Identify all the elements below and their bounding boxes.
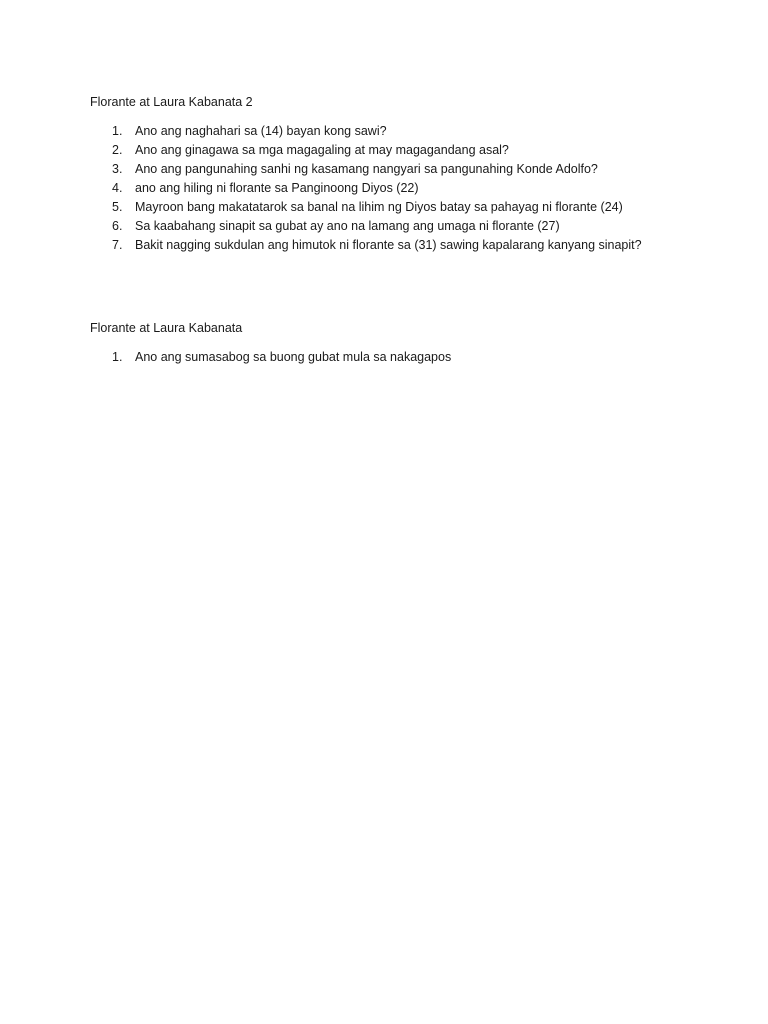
item-text: Ano ang sumasabog sa buong gubat mula sa nakagapos [135,350,452,364]
item-number: 7. [112,238,123,252]
item-number: 3. [112,162,123,176]
section-kabanata [90,320,710,367]
item-number: 2. [112,143,123,157]
item-number: 6. [112,219,123,233]
list-item [90,198,710,217]
list-item [90,217,710,236]
list-item [90,236,710,255]
item-text: ano ang hiling ni florante sa Panginoong Diyos (22) [135,181,419,195]
item-number: 5. [112,200,123,214]
list-item [90,141,710,160]
item-text: Sa kaabahang sinapit sa gubat ay ano na lamang ang umaga ni florante (27) [135,219,560,233]
item-text: Mayroon bang makatatarok sa banal na lihim ng Diyos batay sa pahayag ni florante (24) [135,200,623,214]
list-item [90,179,710,198]
list-item [90,348,710,367]
item-text: Ano ang ginagawa sa mga magagaling at may magagandang asal? [135,143,509,157]
item-text: Ano ang naghahari sa (14) bayan kong sawi? [135,124,387,138]
section-heading: Florante at Laura Kabanata 2 [90,95,253,109]
item-text: Ano ang pangunahing sanhi ng kasamang nangyari sa pangunahing Konde Adolfo? [135,162,598,176]
list-item [90,160,710,179]
item-number: 1. [112,124,123,138]
question-list [90,122,710,255]
item-number: 4. [112,181,123,195]
question-list [90,348,710,367]
section-kabanata-2 [90,94,710,255]
item-text: Bakit nagging sukdulan ang himutok ni florante sa (31) sawing kapalarang kanyang sinapit? [135,238,642,252]
list-item [90,122,710,141]
item-number: 1. [112,350,123,364]
section-heading: Florante at Laura Kabanata [90,321,243,335]
